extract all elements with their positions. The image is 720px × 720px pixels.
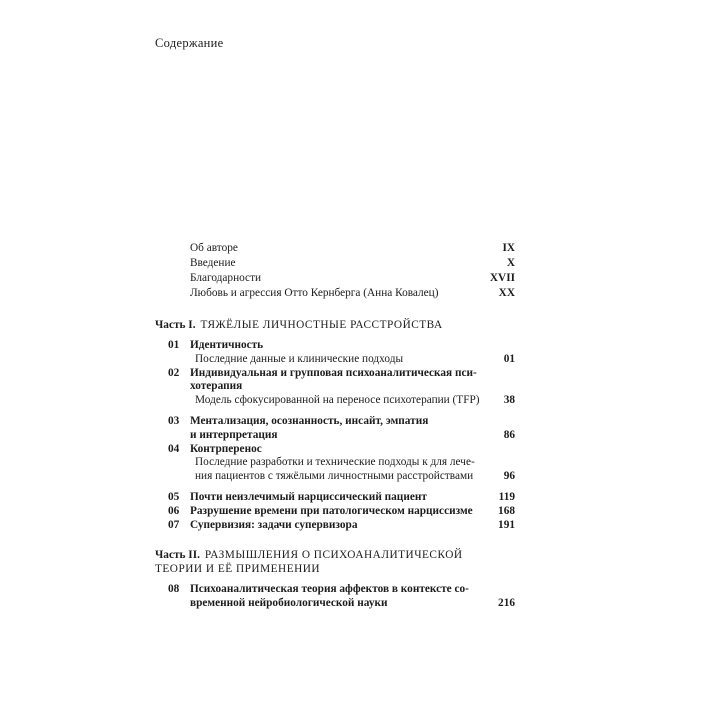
chapter-subtitle: Модель сфокусированной на переносе психотерапии (TFP) <box>195 394 480 407</box>
toc-line <box>155 597 515 611</box>
toc-line <box>155 505 515 519</box>
toc-line <box>155 367 515 381</box>
page-number: XVII <box>489 272 515 284</box>
toc-line <box>155 519 515 533</box>
chapter-subtitle: Последние данные и клинические подходы <box>195 352 404 365</box>
toc-entry <box>155 443 515 484</box>
toc-entry <box>155 367 515 408</box>
toc-line <box>155 353 515 367</box>
entry-title: Благодарности <box>190 272 262 284</box>
page-number: XX <box>498 287 515 299</box>
toc-line <box>155 456 515 470</box>
chapter-number: 03 <box>168 414 180 427</box>
page-number: 38 <box>503 394 515 407</box>
page-number: IX <box>502 242 515 254</box>
chapter-subtitle-continuation: ния пациентов с тяжёлыми личностными расстройствами <box>195 470 474 483</box>
part-label: Часть II. <box>155 549 200 562</box>
part-1-entries <box>155 339 515 532</box>
part-title: ТЯЖЁЛЫЕ ЛИЧНОСТНЫЕ РАССТРОЙСТВА <box>200 319 443 331</box>
page-number: 01 <box>503 352 515 365</box>
page-number: 216 <box>498 597 515 610</box>
toc-entry <box>155 339 515 367</box>
part-2-heading <box>155 548 515 562</box>
part-label: Часть I. <box>155 319 196 331</box>
part-title: РАЗМЫШЛЕНИЯ О ПСИХОАНАЛИТИЧЕСКОЙ <box>204 549 463 562</box>
part-2-heading-continuation: ТЕОРИИ И ЕЁ ПРИМЕНЕНИИ <box>155 563 321 576</box>
toc-line <box>155 339 515 353</box>
toc-front-item <box>155 241 515 256</box>
chapter-title: Почти неизлечимый нарциссический пациент <box>190 490 427 503</box>
part-2-entries <box>155 583 515 611</box>
chapter-number: 07 <box>168 518 180 531</box>
toc-line <box>155 394 515 408</box>
page-number: 191 <box>498 518 515 531</box>
page-header: Содержание <box>155 36 224 50</box>
page-number: 86 <box>503 428 515 441</box>
entry-title: Об авторе <box>190 242 238 254</box>
toc-entry <box>155 583 515 611</box>
chapter-title: Ментализация, осознанность, инсайт, эмпатия <box>190 414 429 427</box>
chapter-title: Супервизия: задачи супервизора <box>190 518 358 531</box>
toc-entry <box>155 491 515 505</box>
chapter-title: Идентичность <box>190 339 264 351</box>
toc-line <box>155 380 515 394</box>
chapter-subtitle: Последние разработки и технические подходы к для лече- <box>195 456 475 469</box>
chapter-number: 02 <box>168 366 180 379</box>
chapter-title-continuation: хотерапия <box>190 380 243 393</box>
toc-entry <box>155 505 515 519</box>
toc-front-item <box>155 271 515 286</box>
page-number: 168 <box>498 504 515 517</box>
chapter-title: Психоаналитическая теория аффектов в контексте со- <box>190 583 469 596</box>
toc-entry <box>155 415 515 443</box>
chapter-title-continuation: и интерпретация <box>190 428 278 441</box>
chapter-number: 08 <box>168 583 180 596</box>
toc-line <box>155 429 515 443</box>
toc-line <box>155 491 515 505</box>
page-number: 119 <box>498 490 515 503</box>
entry-title: Любовь и агрессия Отто Кернберга (Анна Ковалец) <box>190 287 439 299</box>
chapter-title: Контрперенос <box>190 442 262 455</box>
chapter-number: 04 <box>168 442 180 455</box>
chapter-number: 01 <box>168 339 180 351</box>
toc-front-item <box>155 286 515 301</box>
toc-line <box>155 443 515 457</box>
toc-line <box>155 470 515 484</box>
page-number: 96 <box>503 470 515 483</box>
chapter-number: 06 <box>168 504 180 517</box>
chapter-title: Разрушение времени при патологическом нарциссизме <box>190 504 473 517</box>
chapter-title: Индивидуальная и групповая психоаналитическая пси- <box>190 366 477 379</box>
toc-line <box>155 583 515 597</box>
toc-page <box>155 36 515 611</box>
chapter-title-continuation: временной нейробиологической науки <box>190 597 388 610</box>
page-number: X <box>506 257 515 269</box>
toc-front-item <box>155 256 515 271</box>
toc-line <box>155 415 515 429</box>
entry-title: Введение <box>190 257 236 269</box>
chapter-number: 05 <box>168 490 180 503</box>
front-matter-list <box>155 241 515 301</box>
part-1-heading <box>155 318 515 332</box>
toc-entry <box>155 519 515 533</box>
